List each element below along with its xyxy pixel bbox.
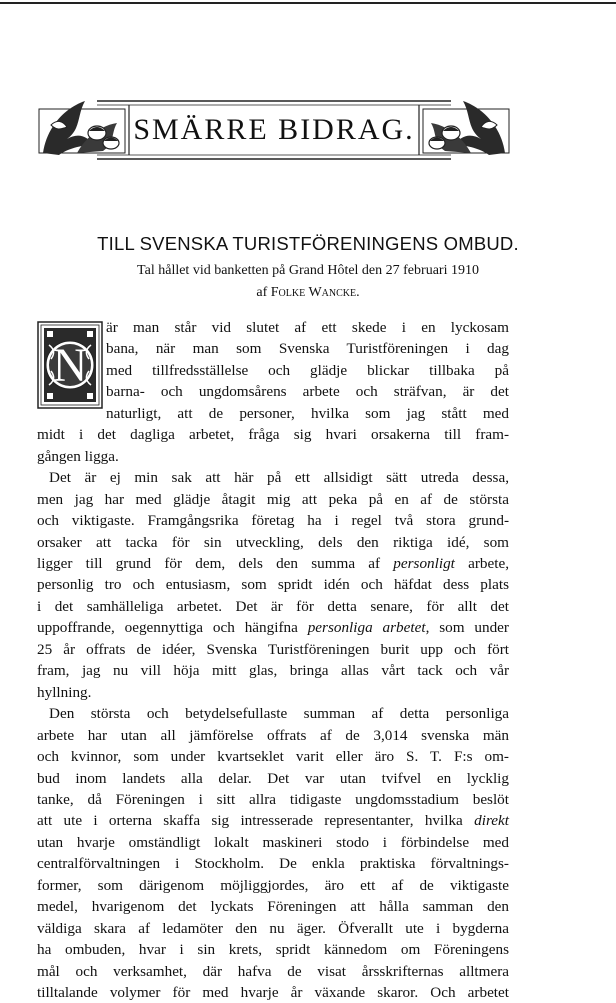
text-segment: , som under [425,619,509,636]
byline [0,285,616,301]
text-line: bana, när man som Svenska Turistföreningen i dag [106,340,509,357]
author-name: Folke Wancke. [270,285,360,300]
text-line: centralförvaltningen i Stockholm. De enkla praktiska förvaltnings- [37,855,509,872]
text-segment: att ute i orterna skaffa sig intresserade representanter, hvilka [37,812,475,829]
text-line: Det är ej min sak att här på ett allsidigt sätt utreda dessa, [49,469,509,486]
text-line: mål och verksamhet, där hafva de visat årsskrifternas alltmera [37,963,509,980]
text-line: orsaker att tacka för sin utveckling, dels den riktiga idé, som [37,534,509,551]
section-banner [37,95,511,165]
text-line: 25 år offrats de idéer, Svenska Turistföreningen burit upp och fört [37,641,509,658]
text-segment: arbete, [454,555,510,572]
emphasis: personliga arbetet [307,619,426,636]
text-line: i det samhälleliga arbetet. Det är för detta senare, för allt det [37,598,509,615]
text-line: men jag har med glädje åtagit mig att peka på en af de största [37,491,509,508]
text-line [37,810,509,831]
emphasis: direkt [474,812,509,829]
text-segment: ligger till grund för dem, dels den summa af [37,555,394,572]
drop-cap-letter: N [52,339,88,392]
text-line: medel, hvarigenom det lyckats Föreningen att hålla samman den [37,898,509,915]
text-line: personlig tro och entusiasm, som spridt idén och häfdat dess plats [37,576,509,593]
text-line: väldiga skara af ledamöter den nu äger. Öfverallt ute i bygderna [37,920,509,937]
article-title: TILL SVENSKA TURISTFÖRENINGENS OMBUD. [97,233,519,254]
text-line: är man står vid slutet af ett skede i en lyckosam [106,319,509,336]
section-title: SMÄRRE BIDRAG. [133,113,415,146]
text-line: gången ligga. [37,448,119,465]
text-segment: uppoffrande, oegennyttiga och hängifna [37,619,308,636]
oak-leaf-ornament-left-icon [39,101,125,155]
text-line: utan hvarje omständligt lokalt maskineri stodo i förbindelse med [37,834,509,851]
text-line: tanke, då Föreningen i sitt allra tidigaste ungdomsstadium beslöt [37,791,509,808]
text-line: barna- och ungdomsårens arbete och sträfvan, är det [106,383,509,400]
text-line [37,553,509,574]
text-line: tilltalande volymer för med hvarje år växande skaror. Och arbetet [37,984,509,1001]
text-line: naturligt, att de personer, hvilka som jag stått med [106,405,509,422]
text-line: bud inom landets alla delar. Det var utan tvifvel en lycklig [37,770,509,787]
text-line [37,617,509,638]
emphasis: personligt [393,555,455,572]
text-line: ha ombuden, hvar i sin krets, spridt kännedom om Föreningens [37,941,509,958]
oak-leaf-ornament-right-icon [423,101,509,155]
text-line: former, som därigenom möjliggjordes, äro ett af de viktigaste [37,877,509,894]
text-line: och kvinnor, som under kvartseklet varit eller äro S. T. F:s om- [37,748,509,765]
text-line: fram, jag nu vill höja mitt glas, bringa allas vårt tack och vår [37,662,509,679]
text-line: Den största och betydelsefullaste summan af detta personliga [49,705,509,722]
text-line: med tillfredsställelse och glädje blickar tillbaka på [106,362,509,379]
text-line: och viktigaste. Framgångsrika företag ha i regel två stora grund- [37,512,509,529]
drop-cap [37,321,103,409]
byline-prefix: af [256,285,268,300]
text-line: arbete har utan all jämförelse offrats af de 3,014 svenska män [37,727,509,744]
article-subtitle: Tal hållet vid banketten på Grand Hôtel den 27 februari 1910 [137,263,479,278]
text-line: midt i det dagliga arbetet, fråga sig hvari orsakerna till fram- [37,426,509,443]
text-line: hyllning. [37,684,92,701]
top-rule [0,2,616,4]
